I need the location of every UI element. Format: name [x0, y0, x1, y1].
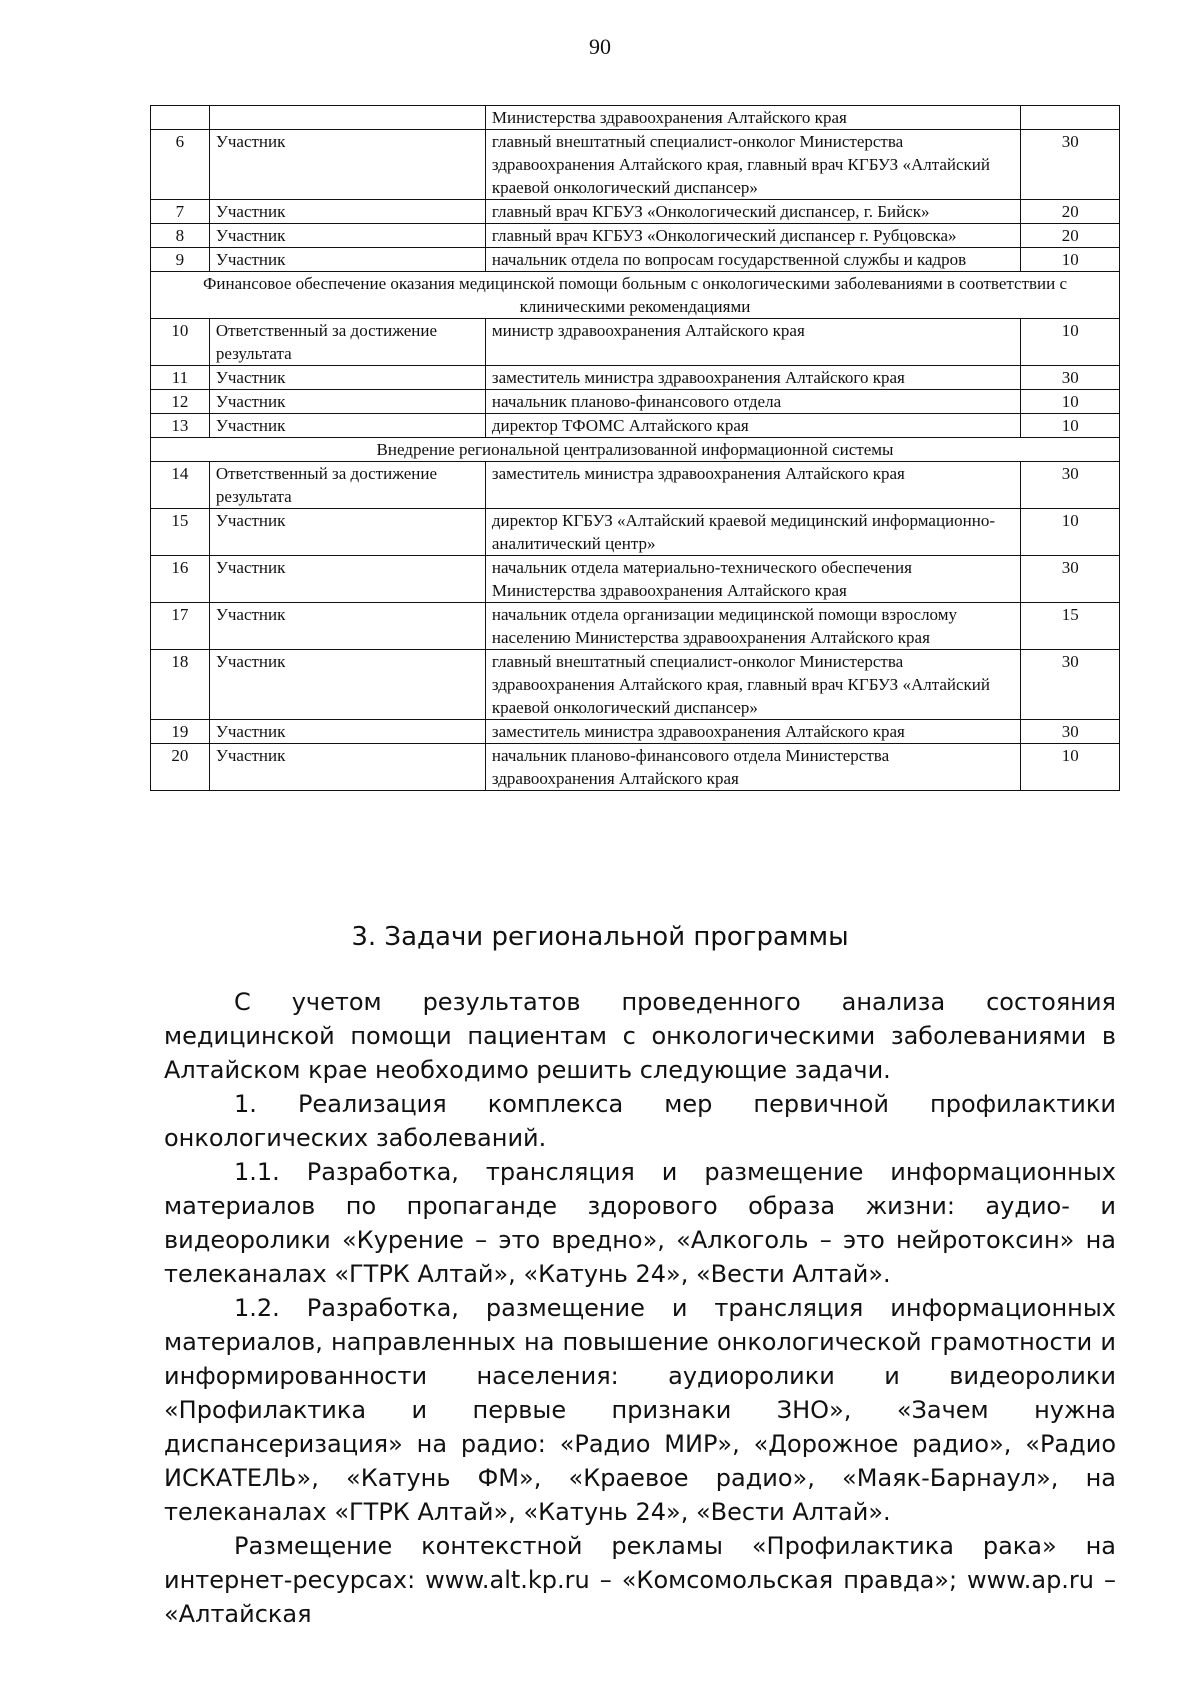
- position-cell: директор ТФОМС Алтайского края: [485, 414, 1021, 438]
- paragraph: 1.1. Разработка, трансляция и размещение информационных материалов по пропаганде здорового образа жизни: аудио- и видеоролики «Курение – это вредно», «Алкоголь – это нейротоксин» на телеканалах «ГТРК Алтай», «Катунь 24», «Вести Алтай».: [164, 1158, 1116, 1288]
- row-number-cell: 10: [151, 319, 210, 366]
- paragraph: 1.2. Разработка, размещение и трансляция информационных материалов, направленных на повышение онкологической грамотности и информированности населения: аудиоролики и видеоролики «Профилактика и первые признаки ЗНО», «Зачем нужна диспансеризация» на радио: «Радио МИР», «Дорожное радио», «Радио ИСКАТЕЛЬ», «Катунь ФМ», «Краевое радио», «Маяк-Барнаул», на телеканалах «ГТРК Алтай», «Катунь 24», «Вести Алтай».: [164, 1294, 1116, 1526]
- paragraph: С учетом результатов проведенного анализа состояния медицинской помощи пациентам с онкологическими заболеваниями в Алтайском крае необходимо решить следующие задачи.: [164, 988, 1116, 1084]
- row-number-cell: 19: [151, 720, 210, 744]
- table-section-row: [151, 438, 1120, 462]
- table-row: [151, 106, 1120, 130]
- table-row: [151, 650, 1120, 720]
- row-number-cell: 15: [151, 509, 210, 556]
- position-cell: заместитель министра здравоохранения Алтайского края: [485, 720, 1021, 744]
- position-cell: начальник планово-финансового отдела: [485, 390, 1021, 414]
- table-row: [151, 720, 1120, 744]
- role-cell: Ответственный за достижение результата: [209, 462, 485, 509]
- role-cell: Участник: [209, 650, 485, 720]
- row-number-cell: 8: [151, 224, 210, 248]
- row-number-cell: [151, 106, 210, 130]
- value-cell: 30: [1021, 556, 1120, 603]
- role-cell: Участник: [209, 224, 485, 248]
- value-cell: 20: [1021, 200, 1120, 224]
- position-cell: министр здравоохранения Алтайского края: [485, 319, 1021, 366]
- position-cell: директор КГБУЗ «Алтайский краевой медицинский информационно-аналитический центр»: [485, 509, 1021, 556]
- row-number-cell: 20: [151, 744, 210, 791]
- table-row: [151, 462, 1120, 509]
- role-cell: Участник: [209, 414, 485, 438]
- role-cell: [209, 106, 485, 130]
- role-cell: Участник: [209, 603, 485, 650]
- role-cell: Ответственный за достижение результата: [209, 319, 485, 366]
- position-cell: начальник отдела организации медицинской помощи взрослому населению Министерства здравоохранения Алтайского края: [485, 603, 1021, 650]
- table-row: [151, 248, 1120, 272]
- value-cell: 30: [1021, 720, 1120, 744]
- responsibility-table: [150, 105, 1120, 791]
- position-cell: начальник отдела материально-технического обеспечения Министерства здравоохранения Алтайского края: [485, 556, 1021, 603]
- row-number-cell: 9: [151, 248, 210, 272]
- role-cell: Участник: [209, 556, 485, 603]
- table-section-row: [151, 272, 1120, 319]
- table-body: [151, 106, 1120, 791]
- table-row: [151, 390, 1120, 414]
- row-number-cell: 18: [151, 650, 210, 720]
- row-number-cell: 12: [151, 390, 210, 414]
- position-cell: главный внештатный специалист-онколог Министерства здравоохранения Алтайского края, главный врач КГБУЗ «Алтайский краевой онкологический диспансер»: [485, 130, 1021, 200]
- position-cell: Министерства здравоохранения Алтайского края: [485, 106, 1021, 130]
- position-cell: заместитель министра здравоохранения Алтайского края: [485, 462, 1021, 509]
- row-number-cell: 7: [151, 200, 210, 224]
- value-cell: 10: [1021, 744, 1120, 791]
- section-heading-cell: Внедрение региональной централизованной информационной системы: [151, 438, 1120, 462]
- body-text: [164, 985, 1116, 1631]
- row-number-cell: 17: [151, 603, 210, 650]
- value-cell: [1021, 106, 1120, 130]
- paragraph: Размещение контекстной рекламы «Профилактика рака» на интернет-ресурсах: www.alt.kp.ru – «Комсомольская правда»; www.ap.ru – «Алтайская: [164, 1532, 1116, 1628]
- row-number-cell: 14: [151, 462, 210, 509]
- page-number: 90: [589, 34, 611, 59]
- table-row: [151, 319, 1120, 366]
- table-row: [151, 366, 1120, 390]
- row-number-cell: 11: [151, 366, 210, 390]
- value-cell: 15: [1021, 603, 1120, 650]
- value-cell: 10: [1021, 319, 1120, 366]
- position-cell: главный врач КГБУЗ «Онкологический диспансер, г. Бийск»: [485, 200, 1021, 224]
- position-cell: главный врач КГБУЗ «Онкологический диспансер г. Рубцовска»: [485, 224, 1021, 248]
- value-cell: 10: [1021, 390, 1120, 414]
- position-cell: главный внештатный специалист-онколог Министерства здравоохранения Алтайского края, главный врач КГБУЗ «Алтайский краевой онкологический диспансер»: [485, 650, 1021, 720]
- value-cell: 30: [1021, 130, 1120, 200]
- value-cell: 10: [1021, 248, 1120, 272]
- table-row: [151, 130, 1120, 200]
- section-title: 3. Задачи региональной программы: [351, 922, 849, 952]
- position-cell: начальник отдела по вопросам государственной службы и кадров: [485, 248, 1021, 272]
- role-cell: Участник: [209, 200, 485, 224]
- value-cell: 10: [1021, 414, 1120, 438]
- table-row: [151, 224, 1120, 248]
- role-cell: Участник: [209, 720, 485, 744]
- paragraph: 1. Реализация комплекса мер первичной профилактики онкологических заболеваний.: [164, 1090, 1116, 1152]
- section-heading-cell: Финансовое обеспечение оказания медицинской помощи больным с онкологическими заболеваниями в соответствии с клиническими рекомендациями: [151, 272, 1120, 319]
- role-cell: Участник: [209, 248, 485, 272]
- value-cell: 30: [1021, 462, 1120, 509]
- value-cell: 10: [1021, 509, 1120, 556]
- role-cell: Участник: [209, 130, 485, 200]
- position-cell: заместитель министра здравоохранения Алтайского края: [485, 366, 1021, 390]
- row-number-cell: 6: [151, 130, 210, 200]
- position-cell: начальник планово-финансового отдела Министерства здравоохранения Алтайского края: [485, 744, 1021, 791]
- table-row: [151, 603, 1120, 650]
- role-cell: Участник: [209, 509, 485, 556]
- table-row: [151, 509, 1120, 556]
- value-cell: 20: [1021, 224, 1120, 248]
- value-cell: 30: [1021, 650, 1120, 720]
- table-row: [151, 200, 1120, 224]
- row-number-cell: 16: [151, 556, 210, 603]
- role-cell: Участник: [209, 744, 485, 791]
- table-row: [151, 556, 1120, 603]
- value-cell: 30: [1021, 366, 1120, 390]
- role-cell: Участник: [209, 366, 485, 390]
- role-cell: Участник: [209, 390, 485, 414]
- row-number-cell: 13: [151, 414, 210, 438]
- table-row: [151, 414, 1120, 438]
- table-row: [151, 744, 1120, 791]
